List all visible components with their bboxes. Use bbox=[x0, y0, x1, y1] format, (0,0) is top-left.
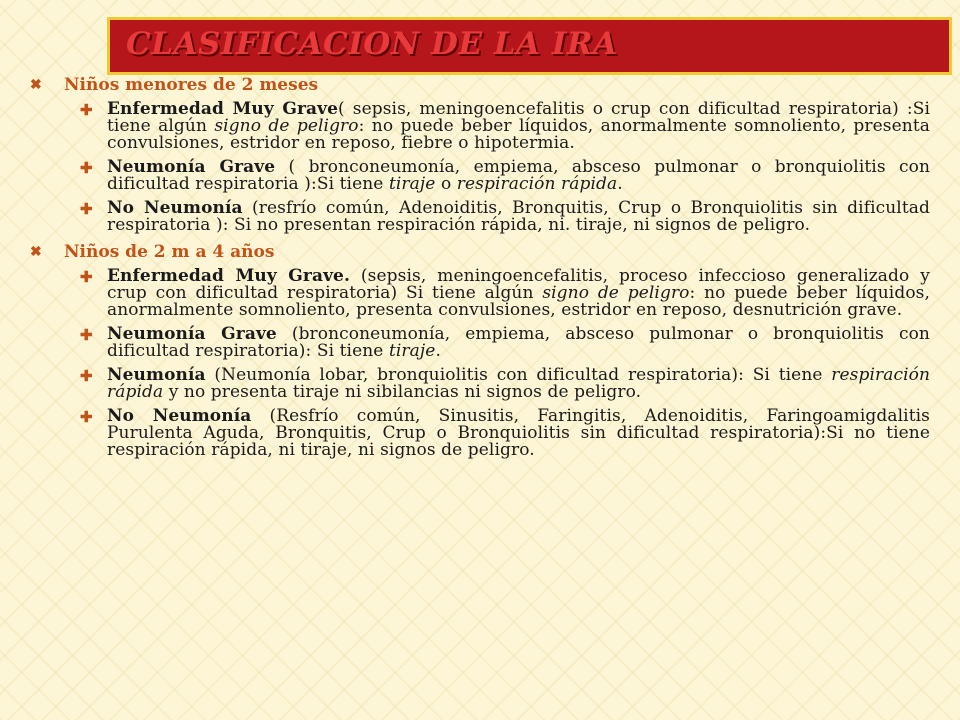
emphasis-text: signo de peligro bbox=[214, 116, 359, 136]
list-item bbox=[30, 268, 930, 319]
category-label: Enfermedad Muy Grave. bbox=[107, 266, 350, 286]
plus-bullet-icon: ✚ bbox=[80, 101, 93, 119]
body-text: . bbox=[617, 174, 623, 194]
category-label: No Neumonía bbox=[107, 406, 252, 426]
category-label: Neumonía bbox=[107, 365, 206, 385]
body-text: (resfrío común, Adenoiditis, Bronquitis, Crup o Bronquiolitis sin dificultad respiratoria ): Si no presentan respiración rápida, ni. tiraje, ni signos de peligro. bbox=[107, 198, 930, 235]
category-label: No Neumonía bbox=[107, 198, 243, 218]
body-text: y no presenta tiraje ni sibilancias ni signos de peligro. bbox=[163, 382, 642, 402]
plus-bullet-icon: ✚ bbox=[80, 159, 93, 177]
body-text: (Resfrío común, Sinusitis, Faringitis, Adenoiditis, Faringoamigdalitis Purulenta Aguda, Bronquitis, Crup o Bronquiolitis sin dificultad respiratoria):Si no tiene respiración rápida, ni tiraje, ni signos de peligro. bbox=[107, 406, 930, 460]
category-label: Neumonía Grave bbox=[107, 157, 276, 177]
emphasis-text: respiración rápida bbox=[456, 174, 618, 194]
list-item bbox=[30, 159, 930, 193]
list-item bbox=[30, 200, 930, 234]
body-text: (Neumonía lobar, bronquiolitis con dificultad respiratoria): Si tiene bbox=[205, 365, 832, 385]
plus-bullet-icon: ✚ bbox=[80, 268, 93, 286]
list-item bbox=[30, 326, 930, 360]
emphasis-text: signo de peligro bbox=[542, 283, 690, 303]
x-bullet-icon: ✖ bbox=[30, 77, 42, 93]
body-text: . bbox=[435, 341, 441, 361]
list-item bbox=[30, 408, 930, 459]
slide-title: CLASIFICACION DE LA IRA bbox=[126, 26, 618, 62]
section-heading-text: Niños menores de 2 meses bbox=[64, 75, 319, 95]
body-text: (sepsis, meningoencefalitis, proceso infeccioso generalizado y crup con dificultad respiratoria) Si tiene algún bbox=[107, 266, 930, 303]
body-text: o bbox=[435, 174, 457, 194]
body-text: ( bronconeumonía, empiema, absceso pulmonar o bronquiolitis con dificultad respiratoria ):Si tiene bbox=[107, 157, 930, 194]
section-heading bbox=[30, 241, 930, 263]
list-item bbox=[30, 101, 930, 152]
list-item bbox=[30, 367, 930, 401]
category-label: Enfermedad Muy Grave bbox=[107, 99, 339, 119]
emphasis-text: tiraje bbox=[388, 341, 436, 361]
body-text: (bronconeumonía, empiema, absceso pulmonar o bronquiolitis con dificultad respiratoria): Si tiene bbox=[107, 324, 930, 361]
slide-content bbox=[30, 72, 930, 466]
title-banner bbox=[107, 17, 952, 75]
emphasis-text: respiración rápida bbox=[107, 365, 930, 402]
category-label: Neumonía Grave bbox=[107, 324, 277, 344]
section-heading bbox=[30, 74, 930, 96]
plus-bullet-icon: ✚ bbox=[80, 408, 93, 426]
plus-bullet-icon: ✚ bbox=[80, 367, 93, 385]
plus-bullet-icon: ✚ bbox=[80, 326, 93, 344]
body-text: : no puede beber líquidos, anormalmente somnoliento, presenta convulsiones, estridor en reposo, fiebre o hipotermia. bbox=[107, 116, 930, 153]
plus-bullet-icon: ✚ bbox=[80, 200, 93, 218]
emphasis-text: tiraje bbox=[388, 174, 436, 194]
body-text: ( sepsis, meningoencefalitis o crup con dificultad respiratoria) :Si tiene algún bbox=[107, 99, 930, 136]
section-heading-text: Niños de 2 m a 4 años bbox=[64, 242, 275, 262]
body-text: : no puede beber líquidos, anormalmente somnoliento, presenta convulsiones, estridor en reposo, desnutrición grave. bbox=[107, 283, 930, 320]
x-bullet-icon: ✖ bbox=[30, 244, 42, 260]
